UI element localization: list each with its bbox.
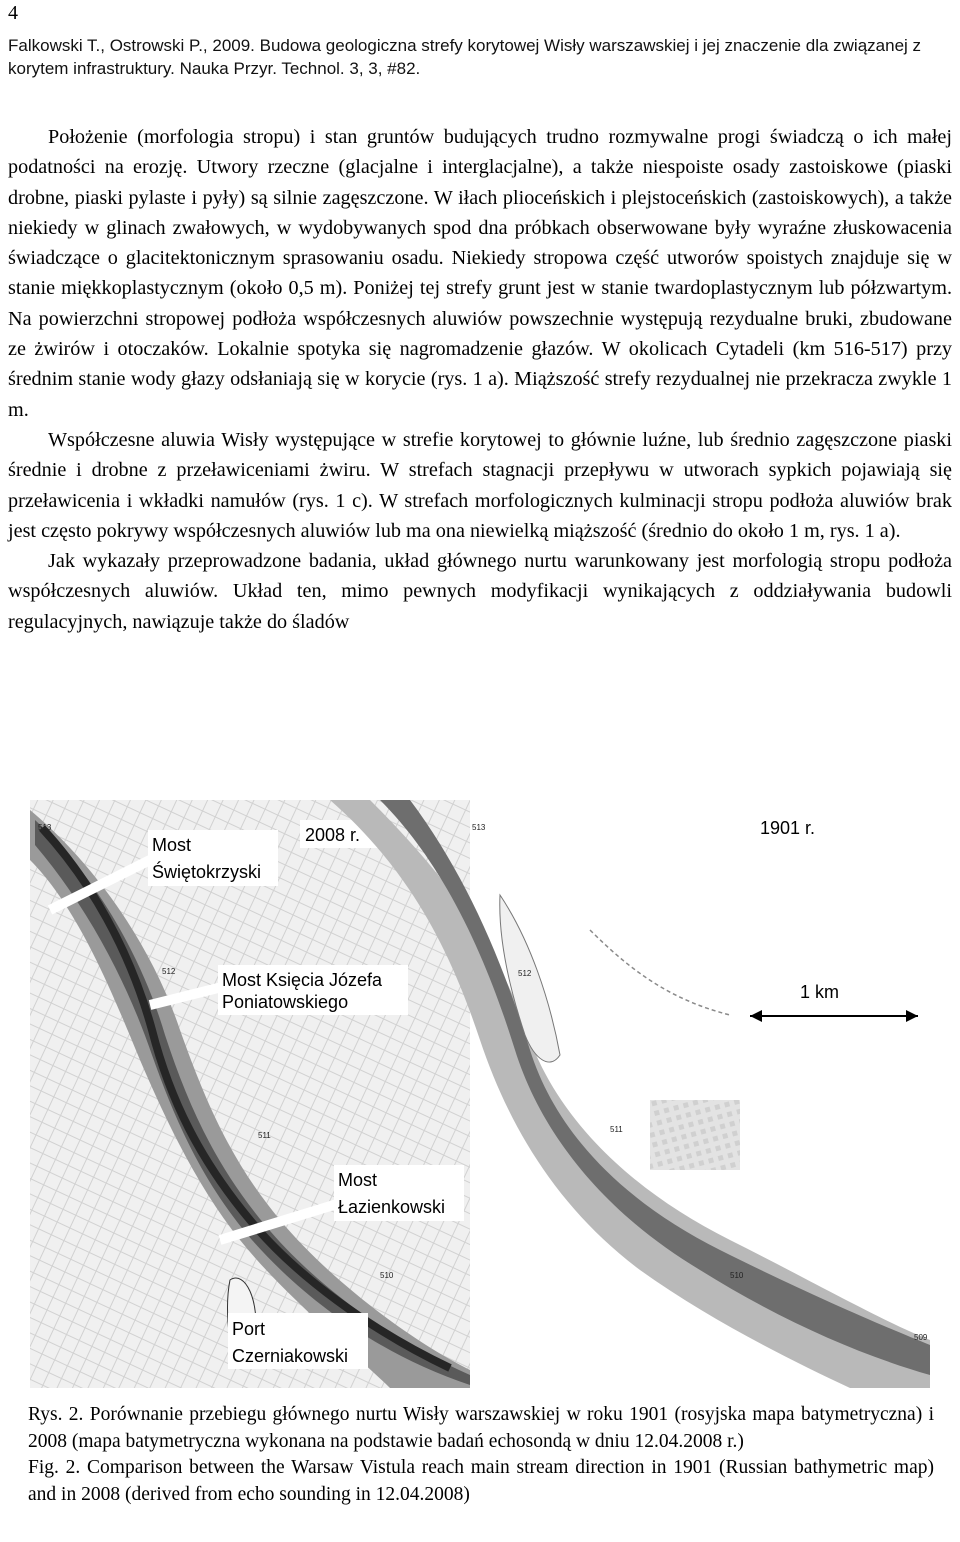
body-text: [8, 122, 952, 637]
km-marker-1901-512: 512: [518, 969, 532, 978]
label-year-1901: 1901 r.: [760, 818, 816, 838]
km-marker-1901-509: 509: [914, 1333, 928, 1342]
paragraph-2: Współczesne aluwia Wisły występujące w strefie korytowej to głównie luźne, lub średnio zagęszczone piaski średnie i drobne z przeławiceniami żwiru. W strefach stagnacji przepływu w utworach sypkich pojawiają się przeławicenia i wkładki namułów (rys. 1 c). W strefach morfologicznych kulminacji stropu podłoża aluwiów brak jest często pokrywy współczesnych aluwiów lub ma ona niewielką miąższość (średnio do około 1 m, rys. 1 a).: [8, 428, 952, 542]
caption-english: Fig. 2. Comparison between the Warsaw Vistula reach main stream direction in 1901 (Russian bathymetric map) and in 2008 (derived from echo sounding in 12.04.2008): [28, 1457, 934, 1505]
urban-blocks-1901: [650, 1100, 740, 1170]
scale-bar-label: 1 km: [800, 982, 840, 1002]
km-marker-2008-510: 510: [380, 1271, 394, 1280]
km-marker-2008-511: 511: [258, 1131, 271, 1140]
label-most-lazienkowski-line1: Most: [338, 1170, 378, 1190]
running-header-citation: Falkowski T., Ostrowski P., 2009. Budowa geologiczna strefy korytowej Wisły warszawskiej i jej znaczenie dla związanej z korytem infrastruktury. Nauka Przyr. Technol. 3, 3, #82.: [8, 36, 922, 78]
paragraph-3: Jak wykazały przeprowadzone badania, układ głównego nurtu warunkowany jest morfologią stropu podłoża współczesnych aluwiów. Układ ten, mimo pewnych modyfikacji wynikających z oddziaływania budowli regulacyjnych, nawiązuje także do śladów: [8, 550, 952, 633]
figure-caption: [28, 1402, 934, 1508]
km-marker-2008-512: 512: [162, 967, 176, 976]
figure-bathymetric-maps: [30, 800, 930, 1388]
label-most-lazienkowski-line2: Łazienkowski: [338, 1197, 446, 1217]
km-marker-1901-513: 513: [472, 823, 486, 832]
page-number: 4: [8, 2, 18, 24]
label-port-line1: Port: [232, 1319, 266, 1339]
figure-svg: [30, 800, 930, 1388]
paragraph-1: Położenie (morfologia stropu) i stan gruntów budujących trudno rozmywalne progi świadczą o ich małej podatności na erozję. Utwory rzeczne (glacjalne i interglacjalne), a także niespoiste osady zastoiskowe (piaski drobne, piaski pylaste i pyły) są silnie zagęszczone. W iłach plioceńskich i plejstoceńskich (zastoiskowych), a także niekiedy w glinach zwałowych, w wydobywanych spod dna próbkach obserwowane były wyraźne złuskowacenia świadczące o glacitektonicznym sprasowaniu osadu. Niekiedy stropowa część utworów spoistych znajduje się w stanie miękkoplastycznym (około 0,5 m). Poniżej tej strefy grunt jest w stanie twardoplastycznym lub półzwartym. Na powierzchni stropowej podłoża współczesnych aluwiów powszechnie występują rezydualne bruki, zbudowane ze żwirów i otoczaków. Lokalnie spotyka się nagromadzenie głazów. W okolicach Cytadeli (km 516-517) przy średnim stanie wody głazy odsłaniają się w korycie (rys. 1 a). Miąższość strefy rezydualnej nie przekracza zwykle 1 m.: [8, 126, 952, 421]
label-most-swietokrzyski-line2: Świętokrzyski: [152, 862, 262, 882]
label-port-line2: Czerniakowski: [232, 1346, 349, 1366]
label-year-2008: 2008 r.: [305, 825, 361, 845]
km-marker-1901-510: 510: [730, 1271, 744, 1280]
km-marker-1901-511: 511: [610, 1125, 623, 1134]
label-most-poniatowskiego-line2: Poniatowskiego: [222, 992, 349, 1012]
caption-polish: Rys. 2. Porównanie przebiegu głównego nurtu Wisły warszawskiej w roku 1901 (rosyjska mapa batymetryczna) i 2008 (mapa batymetryczna wykonana na podstawie badań echosondą w dniu 12.04.2008 r.): [28, 1404, 934, 1452]
label-most-poniatowskiego-line1: Most Księcia Józefa: [222, 970, 383, 990]
km-marker-2008-513: 513: [38, 823, 52, 832]
label-most-swietokrzyski-line1: Most: [152, 835, 192, 855]
